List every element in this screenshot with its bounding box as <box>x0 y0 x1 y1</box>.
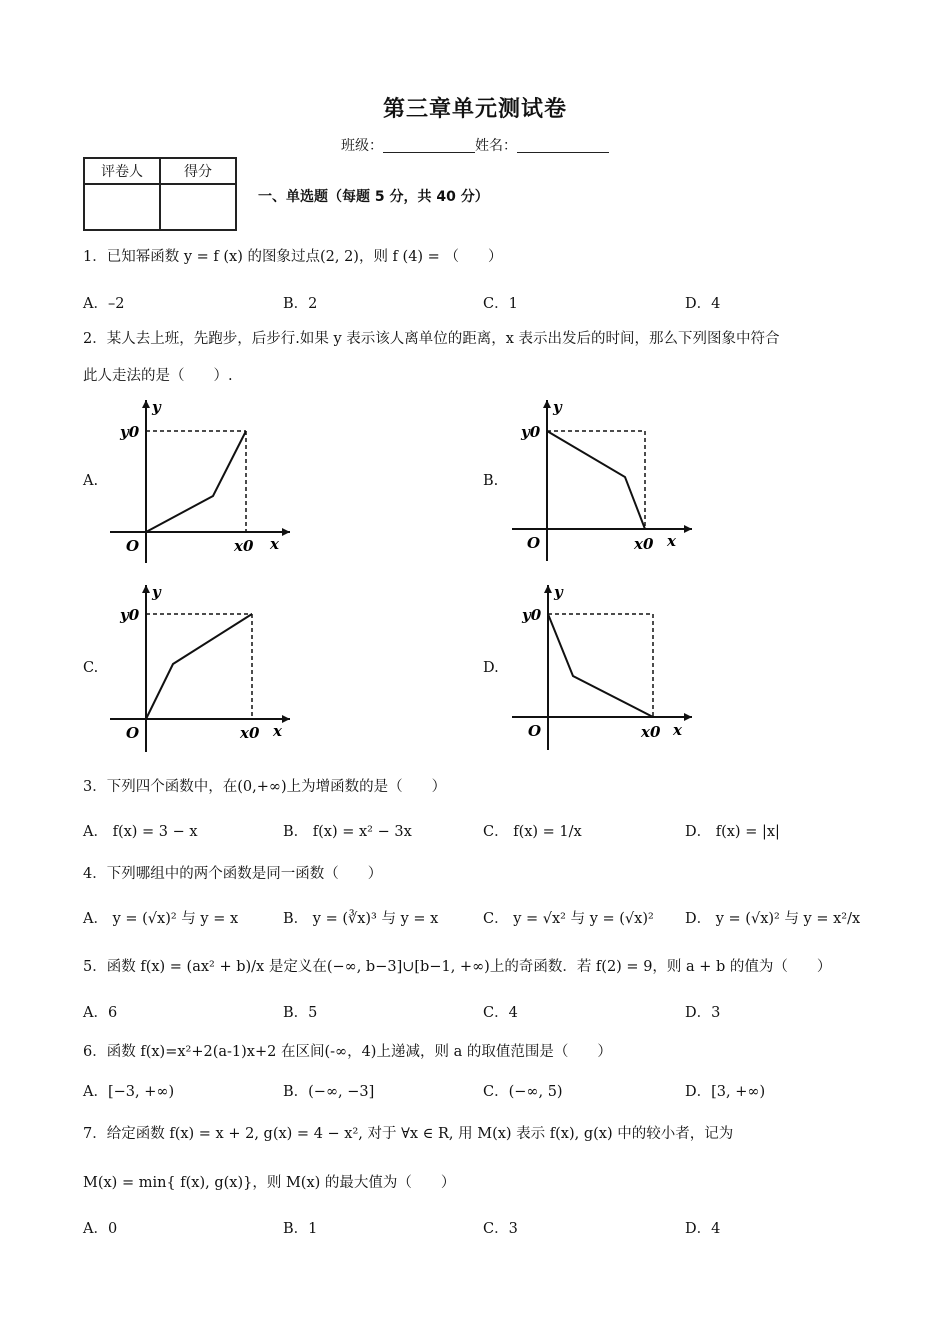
question-2-stem-line2: 此人走法的是（ ）. <box>83 368 233 384</box>
question-4-stem: 4．下列哪组中的两个函数是同一函数（ ） <box>83 866 383 882</box>
origin-label: O <box>126 724 140 742</box>
graph-b-label[interactable]: B. <box>483 473 499 489</box>
question-6-option-b[interactable]: B．(−∞, −3] <box>283 1084 375 1100</box>
graph-b <box>507 395 697 565</box>
question-7-stem-line1: 7．给定函数 f(x) = x + 2, g(x) = 4 − x², 对于 ∀x ∈ R, 用 M(x) 表示 f(x), g(x) 中的较小者，记为 <box>83 1126 734 1142</box>
y0-label: y0 <box>521 423 541 441</box>
question-7-stem-line2: M(x) = min{ f(x), g(x)}，则 M(x) 的最大值为（ ） <box>83 1175 456 1191</box>
student-info-line <box>0 135 950 155</box>
x-axis-label: x <box>667 532 676 550</box>
question-4-option-d[interactable]: D． y = (√x)² 与 y = x²/x <box>685 911 861 927</box>
distance-curve <box>547 431 645 529</box>
question-6-stem: 6．函数 f(x)=x²+2(a-1)x+2 在区间(-∞，4)上递减，则 a 的取值范围是（ ） <box>83 1044 612 1060</box>
score-table-header-grader: 评卷人 <box>84 158 160 184</box>
question-5-option-a[interactable]: A．6 <box>83 1005 118 1021</box>
y-arrow-icon <box>544 585 552 593</box>
x0-label: x0 <box>234 537 254 555</box>
question-3-option-b[interactable]: B． f(x) = x² − 3x <box>283 824 412 840</box>
question-6-option-d[interactable]: D．[3, +∞) <box>685 1084 766 1100</box>
question-7-option-b[interactable]: B．1 <box>283 1221 318 1237</box>
y-axis-label: y <box>152 583 161 601</box>
question-1-option-b[interactable]: B．2 <box>283 296 318 312</box>
graph-c <box>105 580 295 755</box>
name-blank[interactable] <box>517 138 609 153</box>
score-table-cell-grader[interactable] <box>84 184 160 230</box>
y0-label: y0 <box>120 423 140 441</box>
y-arrow-icon <box>142 585 150 593</box>
y-arrow-icon <box>142 400 150 408</box>
section-heading: 一、单选题（每题 5 分，共 40 分） <box>258 189 489 205</box>
class-blank[interactable] <box>383 138 475 153</box>
page-title: 第三章单元测试卷 <box>382 97 567 122</box>
score-table <box>83 157 237 231</box>
question-3-option-c[interactable]: C． f(x) = 1/x <box>483 824 582 840</box>
y0-label: y0 <box>120 606 140 624</box>
question-4-option-c[interactable]: C． y = √x² 与 y = (√x)² <box>483 911 654 927</box>
graph-c-label[interactable]: C. <box>83 660 99 676</box>
x-arrow-icon <box>282 715 290 723</box>
y0-label: y0 <box>522 606 542 624</box>
x0-label: x0 <box>634 535 654 553</box>
distance-curve <box>146 431 246 532</box>
question-2-stem-line1: 2．某人去上班，先跑步，后步行.如果 y 表示该人离单位的距离，x 表示出发后的时间，那么下列图象中符合 <box>83 331 780 347</box>
distance-curve <box>548 614 653 717</box>
question-4-option-a[interactable]: A． y = (√x)² 与 y = x <box>83 911 239 927</box>
y-axis-label: y <box>152 398 161 416</box>
y-arrow-icon <box>543 400 551 408</box>
graph-d <box>507 580 697 755</box>
question-4-option-b[interactable]: B． y = (∛x)³ 与 y = x <box>283 911 439 927</box>
question-1-option-c[interactable]: C．1 <box>483 296 518 312</box>
origin-label: O <box>126 537 140 555</box>
question-5-option-c[interactable]: C．4 <box>483 1005 518 1021</box>
x-arrow-icon <box>684 525 692 533</box>
x-axis-label: x <box>673 721 682 739</box>
origin-label: O <box>527 534 541 552</box>
question-7-option-c[interactable]: C．3 <box>483 1221 518 1237</box>
x-arrow-icon <box>684 713 692 721</box>
distance-curve <box>146 614 252 719</box>
question-3-stem: 3．下列四个函数中，在(0,+∞)上为增函数的是（ ） <box>83 779 447 795</box>
graph-a-label[interactable]: A. <box>83 473 99 489</box>
y-axis-label: y <box>554 583 563 601</box>
graph-d-label[interactable]: D. <box>483 660 499 676</box>
x0-label: x0 <box>641 723 661 741</box>
question-3-option-d[interactable]: D． f(x) = |x| <box>685 824 780 840</box>
x-axis-label: x <box>273 722 282 740</box>
question-3-option-a[interactable]: A． f(x) = 3 − x <box>83 824 198 840</box>
question-6-option-c[interactable]: C．(−∞, 5) <box>483 1084 563 1100</box>
question-1-option-d[interactable]: D．4 <box>685 296 721 312</box>
question-5-stem: 5．函数 f(x) = (ax² + b)/x 是定义在(−∞, b−3]∪[b−1, +∞)上的奇函数．若 f(2) = 9，则 a + b 的值为（ ） <box>83 959 832 975</box>
x-arrow-icon <box>282 528 290 536</box>
score-table-cell-score[interactable] <box>160 184 236 230</box>
y-axis-label: y <box>553 398 562 416</box>
question-1-stem: 1．已知幂函数 y = f (x) 的图象过点(2, 2)，则 f (4) = （ ） <box>83 249 503 265</box>
graph-a <box>105 395 295 565</box>
question-1-option-a[interactable]: A．–2 <box>83 296 125 312</box>
question-5-option-d[interactable]: D．3 <box>685 1005 721 1021</box>
question-6-option-a[interactable]: A．[−3, +∞) <box>83 1084 175 1100</box>
score-table-header-score: 得分 <box>160 158 236 184</box>
class-label: 班级： <box>341 138 383 154</box>
x-axis-label: x <box>270 535 279 553</box>
x0-label: x0 <box>240 724 260 742</box>
origin-label: O <box>528 722 542 740</box>
question-7-option-a[interactable]: A．0 <box>83 1221 118 1237</box>
name-label: 姓名： <box>475 138 517 154</box>
question-7-option-d[interactable]: D．4 <box>685 1221 721 1237</box>
question-5-option-b[interactable]: B．5 <box>283 1005 318 1021</box>
